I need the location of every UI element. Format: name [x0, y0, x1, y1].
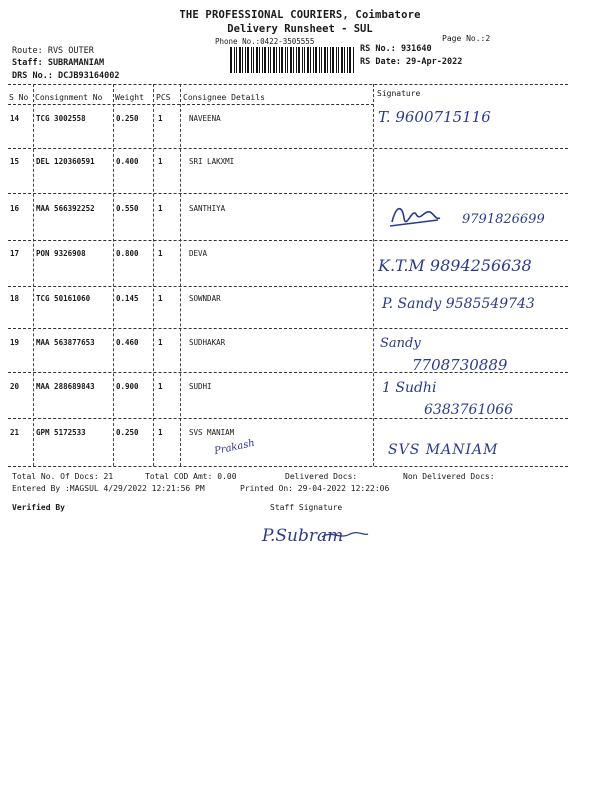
row-consignee: SUDHI — [189, 382, 212, 391]
row-weight: 0.900 — [116, 382, 139, 391]
column-divider — [33, 84, 34, 466]
row-separator — [8, 193, 568, 194]
signature-phone: 7708730889 — [412, 356, 508, 374]
entered-by: Entered By :MAGSUL 4/29/2022 12:21:56 PM — [12, 484, 205, 493]
row-separator — [8, 240, 568, 241]
phone-number: Phone No.:0422-3505555 — [215, 37, 315, 46]
row-pcs: 1 — [158, 294, 163, 303]
col-header-consignment: Consignment No — [35, 93, 103, 102]
company-name: THE PROFESSIONAL COURIERS, Coimbatore — [179, 9, 421, 21]
row-sno: 15 — [10, 157, 20, 166]
row-signature: 1 Sudhi — [382, 380, 437, 396]
row-separator — [8, 148, 568, 149]
signature-phone: 9791826699 — [462, 212, 545, 227]
row-pcs: 1 — [158, 114, 163, 123]
row-consignee: SRI LAKXMI — [189, 157, 235, 166]
row-separator — [8, 286, 568, 287]
row-consignment: GPM 5172533 — [36, 428, 86, 437]
row-consignment: MAA 563877653 — [36, 338, 95, 347]
column-divider — [113, 84, 114, 466]
row-separator — [8, 418, 568, 419]
row-consignment: MAA 288689843 — [36, 382, 95, 391]
delivered-docs: Delivered Docs: — [285, 472, 358, 481]
row-signature: T. 9600715116 — [378, 108, 491, 126]
row-sno: 18 — [10, 294, 20, 303]
row-consignment: TCG 3002558 — [36, 114, 86, 123]
row-signature: P. Sandy 9585549743 — [382, 296, 535, 312]
table-top-rule — [8, 84, 568, 85]
staff-label: Staff: SUBRAMANIAM — [12, 58, 105, 68]
col-header-sno: S No — [9, 93, 29, 102]
document-title: Delivery Runsheet - SUL — [227, 23, 373, 35]
row-sno: 20 — [10, 382, 20, 391]
row-consignee: NAVEENA — [189, 114, 221, 123]
row-pcs: 1 — [158, 428, 163, 437]
header-bottom-rule — [8, 104, 374, 105]
signature-scribble — [386, 200, 442, 234]
row-consignee: SOWNDAR — [189, 294, 221, 303]
row-separator — [8, 466, 568, 467]
row-pcs: 1 — [158, 157, 163, 166]
row-pcs: 1 — [158, 249, 163, 258]
row-consignment: MAA 566392252 — [36, 204, 95, 213]
col-header-pcs: PCS — [156, 93, 171, 102]
row-signature: K.T.M 9894256638 — [378, 256, 532, 275]
col-header-consignee: Consignee Details — [183, 93, 265, 102]
row-consignee: SANTHIYA — [189, 204, 226, 213]
row-sno: 17 — [10, 249, 20, 258]
row-consignment: TCG 50161060 — [36, 294, 91, 303]
row-pcs: 1 — [158, 204, 163, 213]
row-signature: Sandy — [380, 336, 421, 351]
total-cod: Total COD Amt: 0.00 — [145, 472, 237, 481]
col-header-weight: Weight — [115, 93, 144, 102]
printed-on: Printed On: 29-04-2022 12:22:06 — [240, 484, 390, 493]
row-weight: 0.250 — [116, 428, 139, 437]
verified-by: Verified By — [12, 503, 65, 512]
row-weight: 0.400 — [116, 157, 139, 166]
column-divider — [180, 84, 181, 466]
row-sno: 16 — [10, 204, 20, 213]
signature-stroke — [320, 528, 370, 542]
col-header-signature: Signature — [377, 89, 421, 98]
drs-number: DRS No.: DCJB93164002 — [12, 71, 120, 81]
route-label: Route: RVS OUTER — [12, 46, 94, 56]
row-pcs: 1 — [158, 338, 163, 347]
row-consignee: SUDHAKAR — [189, 338, 226, 347]
column-divider — [373, 84, 374, 466]
signature-phone: 6383761066 — [424, 402, 514, 418]
row-signature: SVS MANIAM — [388, 442, 499, 458]
row-weight: 0.145 — [116, 294, 139, 303]
rs-date: RS Date: 29-Apr-2022 — [360, 57, 463, 67]
page-number: Page No.:2 — [442, 34, 491, 43]
column-divider — [153, 84, 154, 466]
row-sno: 21 — [10, 428, 20, 437]
total-docs: Total No. Of Docs: 21 — [12, 472, 114, 481]
row-separator — [8, 372, 568, 373]
row-consignment: DEL 120360591 — [36, 157, 95, 166]
row-weight: 0.250 — [116, 114, 139, 123]
row-scrawl: Prakash — [213, 437, 256, 458]
row-sno: 14 — [10, 114, 20, 123]
barcode — [229, 47, 357, 73]
staff-signature: P.Subram — [262, 526, 344, 546]
row-weight: 0.550 — [116, 204, 139, 213]
row-separator — [8, 328, 568, 329]
row-sno: 19 — [10, 338, 20, 347]
rs-number: RS No.: 931640 — [360, 44, 432, 54]
row-consignment: PON 9326908 — [36, 249, 86, 258]
non-delivered-docs: Non Delivered Docs: — [403, 472, 495, 481]
row-weight: 0.460 — [116, 338, 139, 347]
row-consignee: DEVA — [189, 249, 208, 258]
row-pcs: 1 — [158, 382, 163, 391]
row-consignee: SVS MANIAM — [189, 428, 235, 437]
row-weight: 0.800 — [116, 249, 139, 258]
staff-signature-label: Staff Signature — [270, 503, 343, 512]
